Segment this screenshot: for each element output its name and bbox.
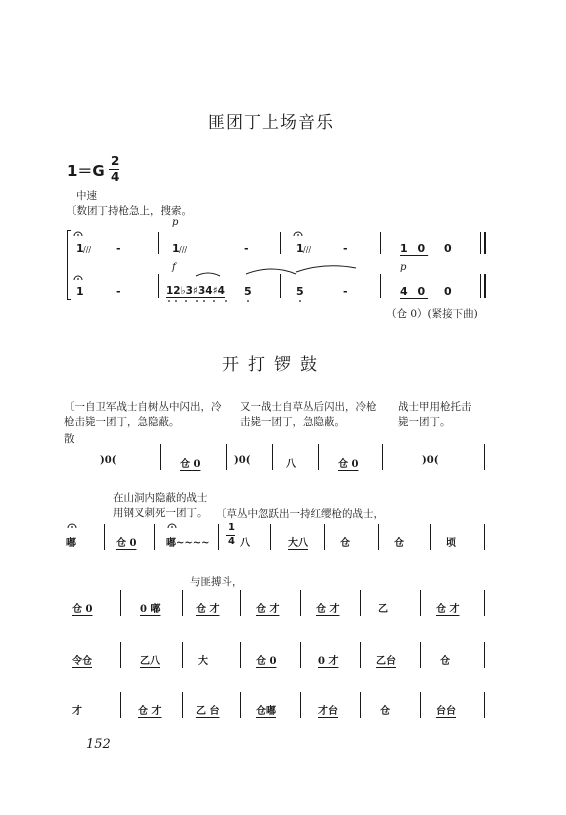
barline	[158, 274, 159, 298]
percussion-syllable: 仓 才	[316, 604, 340, 615]
barline	[420, 590, 421, 616]
system-bracket	[67, 230, 68, 300]
percussion-syllable: 仓 0	[256, 656, 277, 667]
percussion-syllable: 嘟~~~~	[166, 538, 210, 549]
note-run: 12♭3♯34♯4	[166, 285, 225, 297]
note: -	[343, 242, 348, 255]
barline	[484, 642, 485, 668]
barline	[120, 590, 121, 616]
barline	[120, 642, 121, 668]
tempo-marking: 中速	[76, 190, 97, 202]
barline	[300, 692, 301, 718]
stage-direction: 〔草丛中忽跃出一持红缨枪的战士，	[216, 508, 384, 520]
barline	[480, 232, 481, 254]
percussion-syllable: )0(	[100, 455, 117, 466]
barline	[318, 444, 319, 470]
bracket-bottom	[67, 299, 71, 300]
barline	[104, 524, 105, 550]
barline	[160, 444, 161, 470]
barline	[484, 590, 485, 616]
tempo-marking: 散	[64, 433, 75, 445]
note: 0	[444, 242, 452, 255]
percussion-syllable: 乙八	[140, 656, 160, 667]
dynamic-p: p	[172, 217, 179, 228]
stage-direction: 在山洞内隐蔽的战士用钢叉刺死一团丁。	[113, 492, 208, 519]
barline	[158, 232, 159, 254]
time-signature-top: 1	[228, 522, 235, 533]
percussion-syllable: 乙台	[376, 656, 396, 667]
percussion-syllable: )0(	[422, 455, 439, 466]
barline	[280, 232, 281, 254]
barline	[240, 590, 241, 616]
note: -	[244, 242, 249, 255]
barline	[420, 692, 421, 718]
barline	[380, 274, 381, 298]
barline	[360, 590, 361, 616]
stage-direction: 战士甲用枪托击毙一团丁。	[398, 401, 472, 428]
note: 1	[76, 285, 84, 298]
percussion-syllable: 仓 才	[256, 604, 280, 615]
percussion-syllable: 乙 台	[196, 706, 220, 717]
barline	[120, 692, 121, 718]
percussion-syllable: 嘟	[66, 538, 76, 549]
section-title: 匪团丁上场音乐	[208, 113, 334, 133]
barline	[270, 524, 271, 550]
barline	[382, 444, 383, 470]
barline	[226, 444, 227, 470]
barline	[280, 274, 281, 298]
percussion-syllable: 仓 0	[72, 604, 93, 615]
percussion-syllable: 0 才	[318, 656, 339, 667]
note: 1	[172, 242, 180, 255]
final-barline	[484, 232, 486, 254]
fermata-marks	[0, 0, 1, 1]
tremolo-mark: ///	[179, 245, 188, 254]
note: 5	[244, 285, 252, 298]
note: -	[116, 285, 121, 298]
barline	[182, 590, 183, 616]
stage-direction: 〔数团丁持枪急上，搜索。	[66, 205, 192, 217]
barline	[484, 444, 485, 470]
percussion-syllable: 仓	[340, 538, 350, 549]
percussion-syllable: 乙	[378, 604, 388, 615]
stage-direction: 〔一自卫军战士自树丛中闪出，冷枪击毙一团丁，急隐蔽。	[64, 401, 222, 428]
note: 0	[444, 285, 452, 298]
percussion-syllable: 仓	[380, 706, 390, 717]
dynamic-f: f	[172, 262, 176, 273]
final-barline	[484, 274, 486, 298]
section-title: 开打锣鼓	[222, 355, 326, 375]
barline	[272, 444, 273, 470]
percussion-syllable: 0 嘟	[140, 604, 161, 615]
barline	[420, 642, 421, 668]
percussion-syllable: 八	[240, 538, 250, 549]
bracket-top	[67, 230, 71, 231]
barline	[240, 642, 241, 668]
barline	[300, 590, 301, 616]
barline	[480, 274, 481, 298]
percussion-syllable: 仓 才	[138, 706, 162, 717]
percussion-syllable: 大	[198, 656, 208, 667]
percussion-syllable: )0(	[234, 455, 251, 466]
barline	[324, 524, 325, 550]
percussion-syllable: 仓 才	[196, 604, 220, 615]
percussion-syllable: 仓 0	[180, 459, 201, 470]
barline	[300, 642, 301, 668]
ending-note: （仓 0）(紧接下曲)	[386, 308, 478, 320]
barline	[240, 692, 241, 718]
percussion-syllable: 顷	[446, 538, 456, 549]
time-signature-bottom: 4	[111, 170, 120, 184]
barline	[430, 524, 431, 550]
stage-direction: 与匪搏斗，	[190, 576, 243, 588]
note: 1	[76, 242, 84, 255]
key-signature: 1＝G	[67, 162, 105, 180]
time-signature-top: 2	[111, 154, 120, 168]
percussion-syllable: 仓 才	[436, 604, 460, 615]
barline	[182, 642, 183, 668]
percussion-syllable: 仓	[394, 538, 404, 549]
percussion-syllable: 仓嘟	[256, 706, 276, 717]
note: 5	[296, 285, 304, 298]
percussion-syllable: 才台	[318, 706, 338, 717]
tremolo-mark: ///	[303, 245, 312, 254]
percussion-syllable: 令仓	[72, 656, 92, 667]
percussion-syllable: 台台	[436, 706, 456, 717]
barline	[182, 692, 183, 718]
tremolo-mark: ///	[83, 245, 92, 254]
page-number: 152	[86, 737, 111, 752]
note: -	[116, 242, 121, 255]
stage-direction: 又一战士自草丛后闪出，冷枪击毙一团丁，急隐蔽。	[240, 401, 377, 428]
note: 1 0	[400, 242, 429, 255]
percussion-syllable: 八	[286, 459, 296, 470]
percussion-syllable: 仓	[440, 656, 450, 667]
barline	[484, 524, 485, 550]
note: 4 0	[400, 285, 429, 298]
barline	[378, 524, 379, 550]
barline	[360, 692, 361, 718]
barline	[154, 524, 155, 550]
note: -	[343, 285, 348, 298]
barline	[484, 692, 485, 718]
barline	[218, 524, 219, 550]
percussion-syllable: 才	[72, 706, 82, 717]
barline	[380, 232, 381, 254]
percussion-syllable: 仓 0	[338, 459, 359, 470]
note: 1	[296, 242, 304, 255]
percussion-syllable: 大八	[288, 538, 308, 549]
percussion-syllable: 仓 0	[116, 538, 137, 549]
time-signature-bottom: 4	[228, 536, 235, 547]
dynamic-p: p	[400, 262, 407, 273]
barline	[360, 642, 361, 668]
